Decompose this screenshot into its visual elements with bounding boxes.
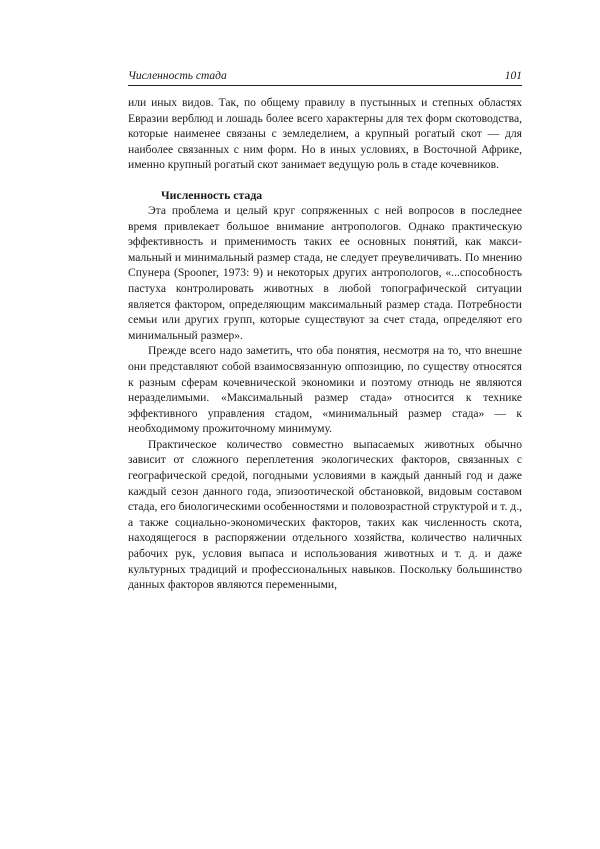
- page-number: 101: [504, 70, 522, 82]
- body-text: [128, 95, 522, 593]
- section-heading: Численность стада: [161, 187, 263, 202]
- running-header: [128, 70, 522, 86]
- paragraph: Практическое количество совместно выпасаемых животных обычно зависит от сложного переплетения экологических факторов, связанных с географической средой, погодными условиями в каждый данный год и даже каждый сезон данного года, эпизоотической обстановкой, видовым составом стада, его биологическими особенностями и половозрастной структурой и т. д., а также социально-экономических факторов, таких как численность скота, находящегося в распоряжении отдельного хозяйства, количество наличных рабочих рук, условия выпаса и использования животных и т. д. и даже культурных традиций и профессиональных навыков. Поскольку большинство данных факторов являются переменными,: [128, 437, 522, 592]
- running-title: Численность стада: [128, 70, 227, 82]
- paragraph: Прежде всего надо заметить, что оба понятия, несмотря на то, что внешне они представляют собой взаимосвязанную оппозицию, по существу относятся к разным сферам кочевнической экономики и поэтому отнюдь не являются неразделимыми. «Максимальный размер стада» относится к технике эффективного управления стадом, «минимальный размер стада» — к необходимому прожиточному минимуму.: [128, 344, 522, 436]
- book-page: [128, 70, 522, 593]
- intro-paragraph: или иных видов. Так, по общему правилу в пустынных и степных областях Евразии верблюд и лошадь более всего характерны для тех форм скотоводства, которые наименее связаны с земледелием, а крупный рогатый скот — для наиболее связанных с ним форм. Но в иных условиях, в Восточной Африке, именно крупный рогатый скот занимает ведущую роль в стаде кочевников.: [128, 96, 522, 172]
- paragraph: Эта проблема и целый круг сопряженных с ней вопросов в последнее время привлекает большое внимание антропологов. Однако практическую эффективность и применимость таких ее основных понятий, как максимальный и минимальный размер стада, не следует преувеличивать. По мнению Спунера (Spooner, 1973: 9) и некоторых других антропологов, «...способность пастуха контролировать животных в любой топографической ситуации является фактором, определяющим максимальный размер стада. Потребности семьи или других групп, которые существуют за счет стада, определяют его минимальный размер».: [128, 203, 522, 342]
